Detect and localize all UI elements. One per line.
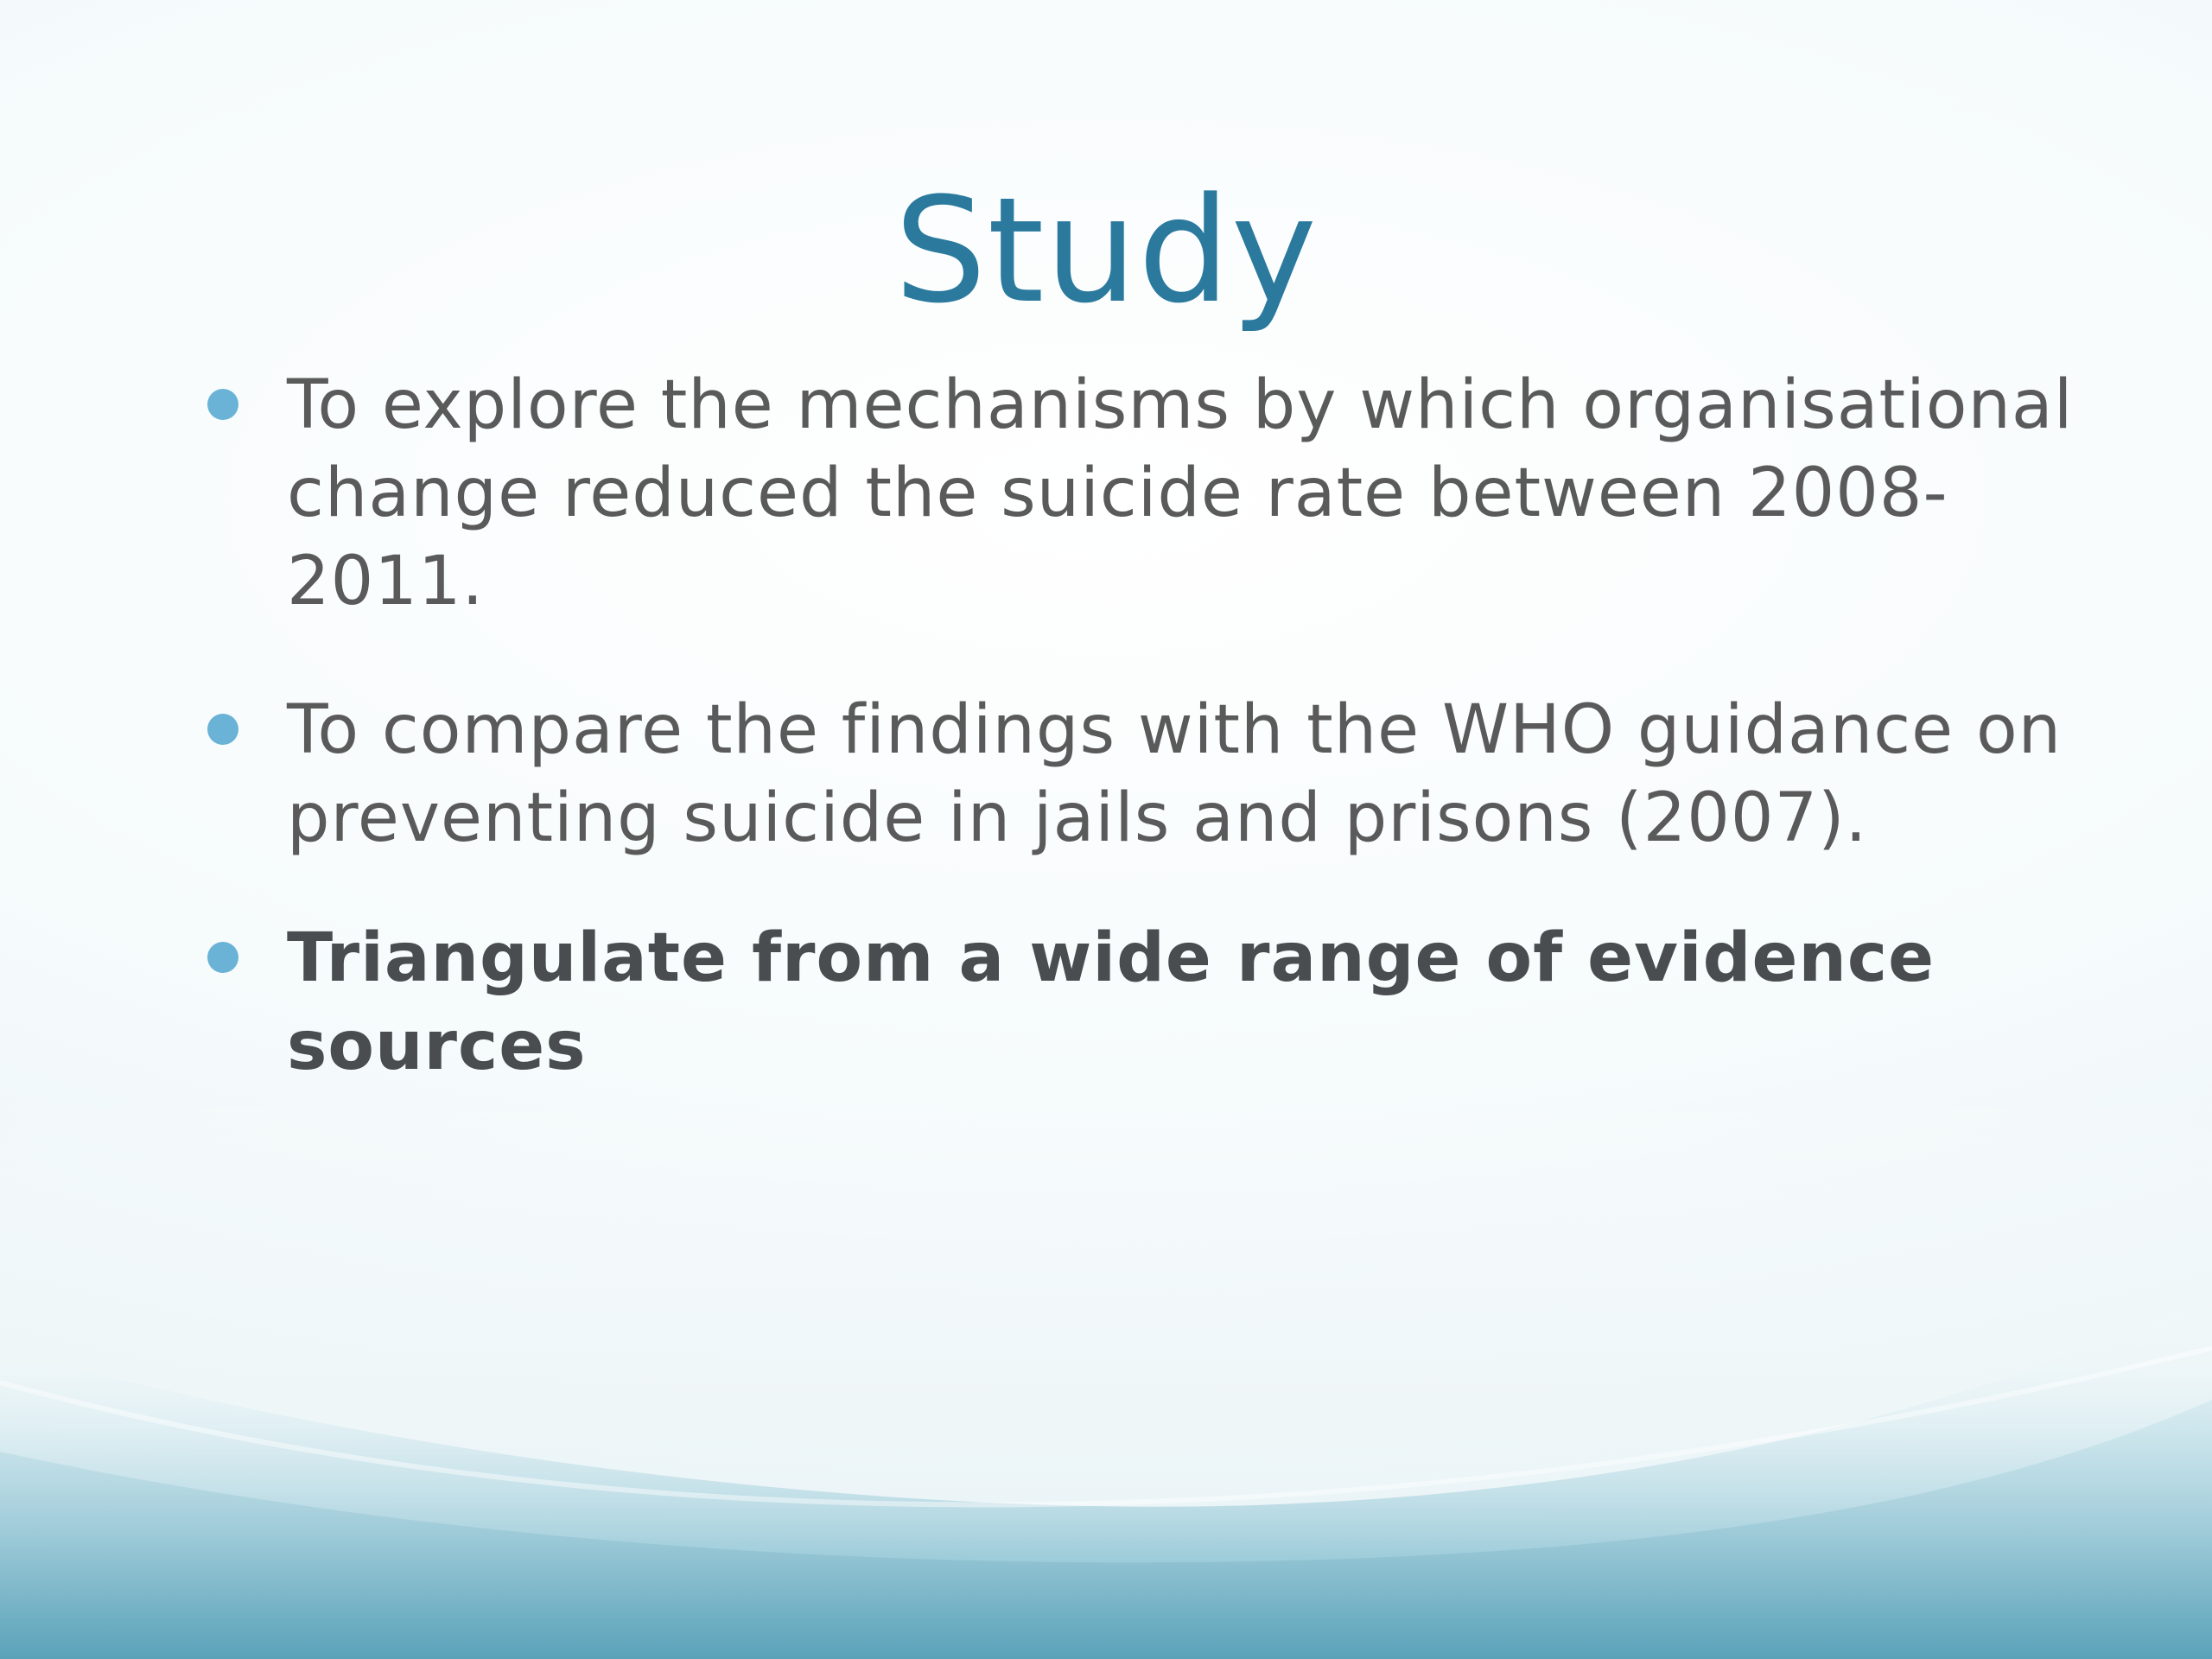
bullet-text: Triangulate from a wide range of evidence sources xyxy=(287,919,1936,1085)
bullet-item xyxy=(200,361,2084,626)
bullet-item xyxy=(200,686,2084,862)
bullet-dot-icon xyxy=(207,389,238,420)
bullet-list xyxy=(200,361,2084,1090)
bullet-dot-icon xyxy=(207,714,238,745)
bullet-text: To compare the findings with the WHO guidance on preventing suicide in jails and prisons (2007). xyxy=(287,691,2063,857)
bullet-dot-icon xyxy=(207,942,238,973)
bullet-text: To explore the mechanisms by which organisational change reduced the suicide rate between 2008-2011. xyxy=(287,366,2074,620)
slide-title: Study xyxy=(893,166,1319,335)
bullet-item xyxy=(200,914,2084,1090)
